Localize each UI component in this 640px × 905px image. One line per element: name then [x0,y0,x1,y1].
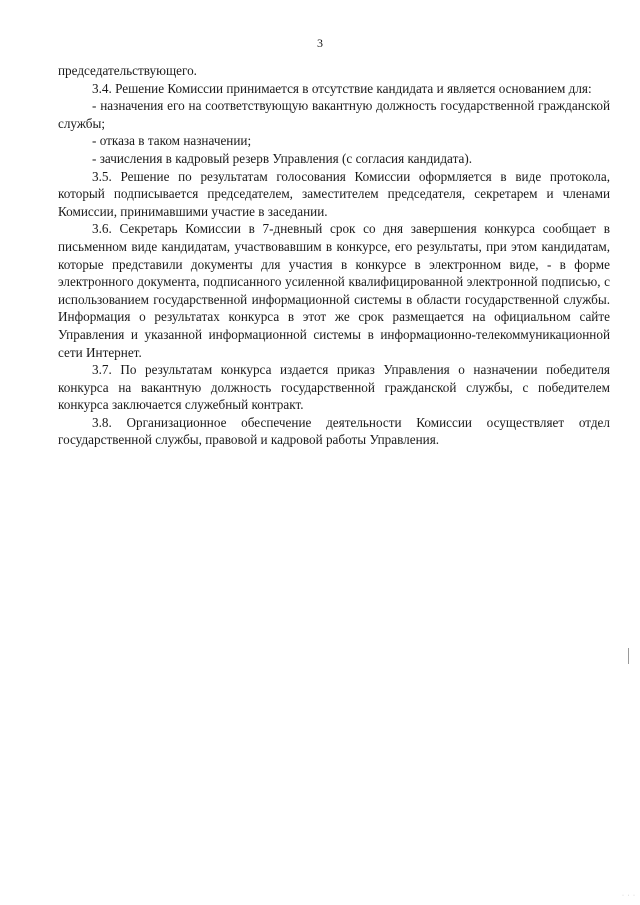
paragraph-3-5: 3.5. Решение по результатам голосования Комиссии оформляется в виде протокола, который подписывается председателем, заместителем председателя, секретарем и членами Комиссии, принимавшими участие в заседании. [58,168,610,219]
paragraph-3-4: 3.4. Решение Комиссии принимается в отсутствие кандидата и является основанием для: [92,80,592,96]
paragraph-3-8: 3.8. Организационное обеспечение деятельности Комиссии осуществляет отдел государственной службы, правовой и кадровой работы Управления. [58,414,610,448]
list-item-reserve: - зачисления в кадровый резерв Управления (с согласия кандидата). [92,150,473,166]
scan-artifact-line [628,648,629,664]
page-number: 3 [317,36,323,50]
scan-artifact-dots: · · · [622,893,636,899]
document-body [58,62,610,449]
list-item-appointment: - назначения его на соответствующую вакантную должность государственной гражданской службы; [58,98,610,131]
paragraph-continuation: председательствующего. [58,63,197,78]
paragraph-3-6: 3.6. Секретарь Комиссии в 7-дневный срок со дня завершения конкурса сообщает в письменном виде кандидатам, участвовавшим в конкурсе, его результаты, при этом кандидатам, которые представили документы для участия в конкурсе в электронном виде, - в форме электронного документа, подписанного усиленной квалифицированной электронной подписью, с использованием государственной информационной системы в области государственной службы. Информация о результатах конкурса в этот же срок размещается на официальном сайте Управления и указанной информационной системы в информационно-телекоммуникационной сети Интернет. [58,221,610,360]
list-item-refusal: - отказа в таком назначении; [92,133,252,149]
paragraph-3-7: 3.7. По результатам конкурса издается приказ Управления о назначении победителя конкурса на вакантную должность государственной гражданской службы, с победителем конкурса заключается служебный контракт. [58,362,610,413]
